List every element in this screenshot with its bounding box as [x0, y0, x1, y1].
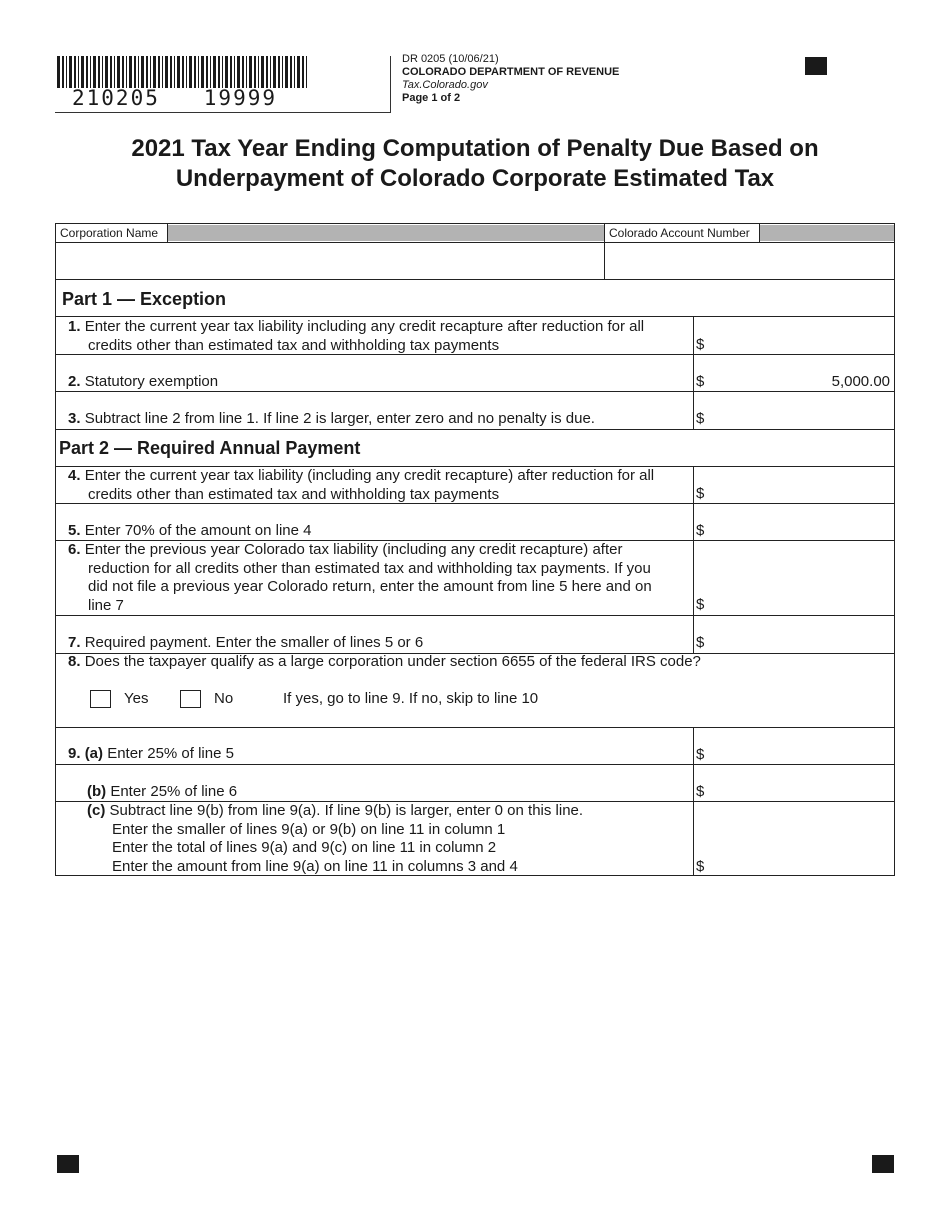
part2-heading: Part 2 — Required Annual Payment	[59, 438, 361, 458]
department-name: COLORADO DEPARTMENT OF REVENUE	[402, 66, 620, 78]
registration-mark	[57, 1155, 79, 1173]
currency-symbol: $	[696, 410, 705, 427]
no-label: No	[214, 690, 234, 707]
currency-symbol: $	[696, 522, 705, 539]
line-3-text: 3. Subtract line 2 from line 1. If line 2 is larger, enter zero and no penalty is due.	[68, 410, 595, 427]
line-1-text: 1. Enter the current year tax liability including any credit recapture after reduction for all credits other than estimated tax and withholding tax payments	[68, 318, 645, 354]
label-shading	[168, 225, 605, 241]
barcode-divider	[55, 112, 391, 113]
yes-label: Yes	[124, 690, 149, 707]
no-checkbox[interactable]	[180, 690, 201, 708]
website-link[interactable]: Tax.Colorado.gov	[402, 79, 488, 91]
account-number-label: Colorado Account Number	[609, 226, 750, 240]
currency-symbol: $	[696, 373, 705, 390]
barcode-image	[57, 56, 309, 88]
currency-symbol: $	[696, 596, 705, 613]
currency-symbol: $	[696, 783, 705, 800]
form-number: DR 0205 (10/06/21)	[402, 53, 499, 65]
line-6-text: 6. Enter the previous year Colorado tax liability (including any credit recapture) after reduction for all credits other than estimated tax and withholding tax payments. If you did not file a previous year Colorado return, enter the amount from line 5 here and on line 7	[68, 541, 652, 614]
line-9a-text: 9. (a) Enter 25% of line 5	[68, 745, 234, 762]
line-2-text: 2. Statutory exemption	[68, 373, 219, 390]
barcode-number: 210205 19999	[72, 86, 278, 110]
currency-symbol: $	[696, 336, 705, 353]
corporation-name-label: Corporation Name	[60, 226, 159, 240]
yes-checkbox[interactable]	[90, 690, 111, 708]
line-8-text: 8. Does the taxpayer qualify as a large corporation under section 6655 of the federal IRS code?	[68, 653, 701, 670]
header-divider	[390, 56, 391, 112]
page-title: 2021 Tax Year Ending Computation of Penalty Due Based on Underpayment of Colorado Corporate Estimated Tax	[131, 135, 819, 192]
penalty-form	[55, 223, 895, 876]
label-shading	[760, 225, 894, 241]
line-2-amount[interactable]: 5,000.00	[831, 373, 890, 390]
currency-symbol: $	[696, 858, 705, 875]
line-9b-text: (b) Enter 25% of line 6	[87, 783, 238, 800]
registration-mark	[805, 57, 827, 75]
line-8-instruction: If yes, go to line 9. If no, skip to line 10	[283, 690, 539, 707]
line-4-text: 4. Enter the current year tax liability (including any credit recapture) after reduction for all credits other than estimated tax and withholding tax payments	[68, 467, 655, 503]
line-7-text: 7. Required payment. Enter the smaller of lines 5 or 6	[68, 634, 424, 651]
currency-symbol: $	[696, 634, 705, 651]
line-5-text: 5. Enter 70% of the amount on line 4	[68, 522, 312, 539]
registration-mark	[872, 1155, 894, 1173]
currency-symbol: $	[696, 746, 705, 763]
currency-symbol: $	[696, 485, 705, 502]
form-info	[402, 53, 619, 105]
line-9c-text: (c) Subtract line 9(b) from line 9(a). If line 9(b) is larger, enter 0 on this line. Enter the smaller of lines 9(a) or 9(b) on line 11 in column 1 Enter the total of lines 9(a) and 9(c) on line 11 in column 2 Enter the amount from line 9(a) on line 11 in columns 3 and 4	[87, 802, 584, 875]
page-indicator: Page 1 of 2	[402, 92, 461, 104]
part1-heading: Part 1 — Exception	[62, 289, 227, 309]
